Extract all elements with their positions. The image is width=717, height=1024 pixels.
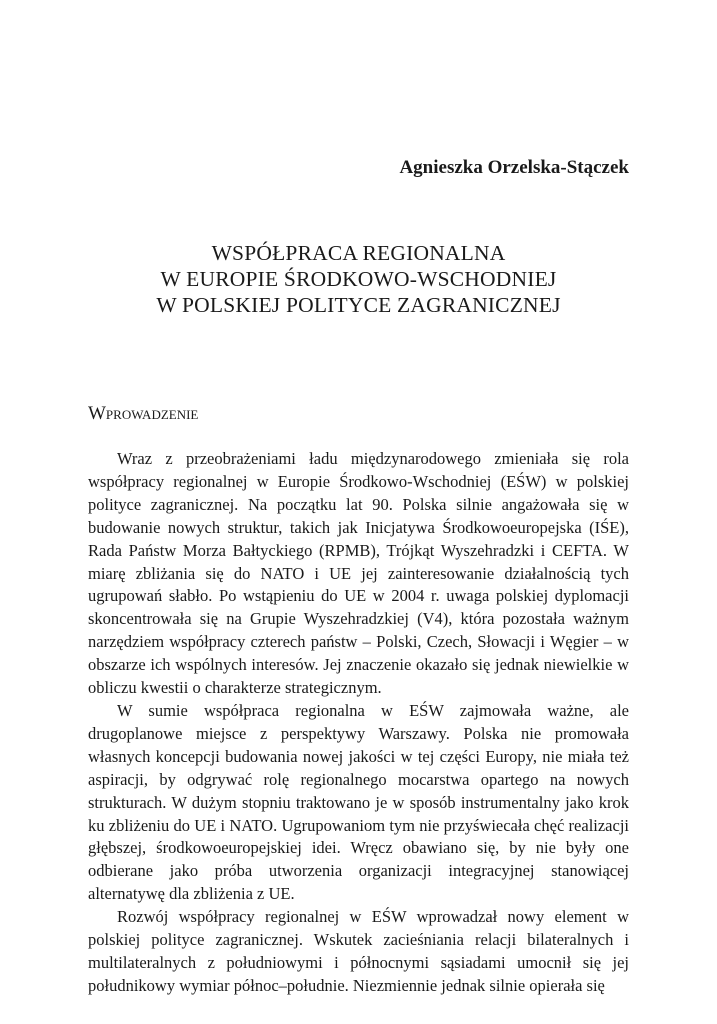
section-heading: Wprowadzenie — [88, 403, 199, 424]
title-line: WSPÓŁPRACA REGIONALNA — [211, 241, 506, 265]
paragraph: W sumie współpraca regionalna w EŚW zajmowała ważne, ale drugoplanowe miejsce z perspektywy Warszawy. Polska nie promowała własnych koncepcji budowania nowej jakości w tej części Europy, nie miała też aspiracji, by odgrywać rolę regionalnego mocarstwa opartego na nowych strukturach. W dużym stopniu traktowano je w sposób instrumentalny jako krok ku zbliżeniu do UE i NATO. Ugrupowaniom tym nie przyświecała chęć realizacji głębszej, środkowoeuropejskiej idei. Wręcz obawiano się, by nie były one odbierane jako próba utworzenia organizacji integracyjnej stanowiącej alternatywę dla zbliżenia z UE. — [88, 700, 629, 904]
paragraph: Rozwój współpracy regionalnej w EŚW wprowadzał nowy element w polskiej polityce zagranicznej. Wskutek zacieśniania relacji bilateralnych i multilateralnych z południowymi i północnymi sąsiadami umocnił się jej południkowy wymiar północ–południe. Niezmiennie jednak silnie opierała się — [88, 907, 629, 995]
author-name: Agnieszka Orzelska-Stączek — [399, 157, 629, 178]
article-title — [88, 240, 629, 318]
title-line: W EUROPIE ŚRODKOWO-WSCHODNIEJ — [160, 267, 557, 291]
article-body — [88, 448, 629, 998]
title-line: W POLSKIEJ POLITYCE ZAGRANICZNEJ — [156, 293, 561, 317]
paragraph: Wraz z przeobrażeniami ładu międzynarodowego zmieniała się rola współpracy regionalnej w Europie Środkowo-Wschodniej (EŚW) w polskiej polityce zagranicznej. Na początku lat 90. Polska silnie angażowała się w budowanie nowych struktur, takich jak Inicjatywa Środkowoeuropejska (IŚE), Rada Państw Morza Bałtyckiego (RPMB), Trójkąt Wyszehradzki i CEFTA. W miarę zbliżania się do NATO i UE jej zainteresowanie działalnością tych ugrupowań słabło. Po wstąpieniu do UE w 2004 r. uwaga polskiej dyplomacji skoncentrowała się na Grupie Wyszehradzkiej (V4), która pozostała ważnym narzędziem współpracy czterech państw – Polski, Czech, Słowacji i Węgier – w obszarze ich wspólnych interesów. Jej znaczenie okazało się jednak niewielkie w obliczu kwestii o charakterze strategicznym. — [88, 449, 629, 698]
